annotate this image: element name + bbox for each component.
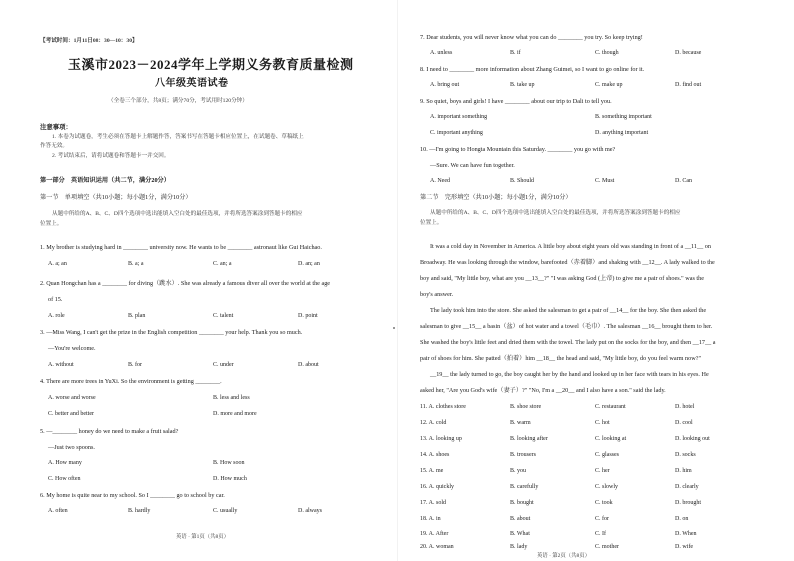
part1-heading: 第一部分 英语知识运用（共二节，满分20分） xyxy=(40,177,170,184)
question-2: 2. Quan Hongchan has a ________ for diving（跳水）. She was already a famous diver all over the world at the age xyxy=(40,280,331,287)
question-10: 10. —I'm going to Hongta Mountain this Saturday. ________ you go with me? xyxy=(420,146,616,153)
cloze-16-option-b: B. carefully xyxy=(510,484,539,490)
q7-option-d: D. because xyxy=(675,50,702,56)
q5-option-b: B. How soon xyxy=(213,460,245,466)
cloze-14-option-a: 14. A. shoes xyxy=(420,452,450,458)
question-10-reply: —Sure. We can have fun together. xyxy=(430,162,515,169)
cloze-12-option-d: D. cool xyxy=(675,420,693,426)
q5-option-d: D. How much xyxy=(213,476,247,482)
cloze-11-option-a: 11. A. clothes store xyxy=(420,404,466,410)
q3-option-c: C. under xyxy=(213,362,234,368)
q10-option-b: B. Should xyxy=(510,178,535,184)
passage-line-7: She washed the boy's little feet and dried them with the towel. The lady put on the socks for the boy, and then __17__ a xyxy=(420,339,716,346)
cloze-13-option-b: B. looking after xyxy=(510,436,548,442)
section1-heading: 第一节 单项填空（共10小题；每小题1分，满分10分） xyxy=(40,194,192,201)
passage-line-5: The lady took him into the store. She asked the salesman to get a pair of __14__ for the boy. She then asked the xyxy=(430,307,707,314)
q6-option-b: B. hardly xyxy=(128,508,151,514)
q10-option-d: D. Can xyxy=(675,178,692,184)
passage-line-9: __19__ the lady turned to go, the boy caught her by the hand and looked up in her face with tears in his eyes. He xyxy=(430,371,709,378)
cloze-12-option-b: B. warm xyxy=(510,420,531,426)
notice-2: 2. 考试结束后，请将试题卷和答题卡一并交回。 xyxy=(52,153,170,159)
q9-option-b: B. something important xyxy=(595,114,652,120)
blank-14: 14 xyxy=(616,307,623,314)
cloze-18-option-a: 18. A. in xyxy=(420,516,441,522)
blank-20: 20 xyxy=(562,387,569,394)
cloze-17-option-d: D. brought xyxy=(675,500,701,506)
exam-time: 【考试时间：1月11日08：30—10：30】 xyxy=(40,38,138,44)
q7-option-b: B. if xyxy=(510,50,521,56)
cloze-20-option-c: C. mother xyxy=(595,544,619,550)
q10-option-c: C. Must xyxy=(595,178,615,184)
question-3-reply: —You're welcome. xyxy=(48,345,96,352)
passage-line-2: Broadway. He was looking through the window, barefooted（赤着脚）and shaking with __12__. A lady walked to the xyxy=(420,259,715,266)
cloze-15-option-c: C. her xyxy=(595,468,610,474)
section2-heading: 第二节 完形填空（共10小题；每小题1分，满分10分） xyxy=(420,194,572,201)
q6-option-c: C. usually xyxy=(213,508,238,514)
cloze-17-option-a: 17. A. sold xyxy=(420,500,447,506)
passage-line-8: pair of shoes for him. She patted（拍着）him __18__ the head and said, "My little boy, do you feel warm now?" xyxy=(420,355,701,362)
question-1: 1. My brother is studying hard in ________ university now. He wants to be ________ astronaut like Gui Haichao. xyxy=(40,244,322,251)
cloze-15-option-d: D. him xyxy=(675,468,692,474)
question-8: 8. I need to ________ more information about Zhang Guimei, so I want to go online for it. xyxy=(420,66,645,73)
passage-line-10: asked her, "Are you God's wife（妻子）?" "No, I'm a __20__ and I also have a son." said the lady. xyxy=(420,387,666,394)
q6-option-a: A. often xyxy=(48,508,68,514)
cloze-16-option-d: D. clearly xyxy=(675,484,699,490)
q2-option-a: A. role xyxy=(48,313,65,319)
q10-option-a: A. Need xyxy=(430,178,450,184)
question-5-reply: —Just two spoons. xyxy=(48,444,95,451)
q9-option-c: C. important anything xyxy=(430,130,483,136)
q8-option-c: C. make up xyxy=(595,82,623,88)
page-2 xyxy=(397,0,794,561)
question-4: 4. There are more trees in YuXi. So the environment is getting ________. xyxy=(40,378,222,385)
cloze-19-option-b: B. What xyxy=(510,531,530,537)
q5-option-c: C. How often xyxy=(48,476,81,482)
cloze-18-option-d: D. on xyxy=(675,516,689,522)
passage-line-4: boy's answer. xyxy=(420,291,454,298)
cloze-20-option-d: D. wife xyxy=(675,544,693,550)
cloze-13-option-d: D. looking out xyxy=(675,436,710,442)
blank-15: 15 xyxy=(468,323,476,330)
q2-option-d: D. point xyxy=(298,313,318,319)
q1-option-d: D. an; an xyxy=(298,261,320,267)
cloze-19-option-a: 19. A. After xyxy=(420,531,449,537)
page-2-footer: 英语 · 第2页（共8页） xyxy=(537,553,591,559)
cloze-11-option-b: B. shoe store xyxy=(510,404,542,410)
q5-option-a: A. How many xyxy=(48,460,82,466)
cloze-19-option-d: D. When xyxy=(675,531,697,537)
question-2-cont: of 15. xyxy=(48,296,63,303)
notice-1: 1. 本卷为试题卷，考生必须在答题卡上解题作答，答案书写在答题卡相应位置上，在试题卷、草稿纸上 xyxy=(52,134,304,140)
passage-line-6: salesman to give __15__ a basin（盆）of hot water and a towel（毛巾）. The salesman __16__ brought them to her. xyxy=(420,323,713,330)
margin-mark xyxy=(393,327,395,329)
cloze-13-option-a: 13. A. looking up xyxy=(420,436,462,442)
cloze-14-option-d: D. socks xyxy=(675,452,696,458)
q3-option-d: D. about xyxy=(298,362,319,368)
cloze-18-option-b: B. about xyxy=(510,516,531,522)
blank-13: 13 xyxy=(531,275,538,282)
q6-option-d: D. always xyxy=(298,508,322,514)
blank-17: 17 xyxy=(698,339,705,346)
cloze-19-option-c: C. If xyxy=(595,531,606,537)
cloze-20-option-b: B. lady xyxy=(510,544,528,550)
cloze-18-option-c: C. for xyxy=(595,516,609,522)
cloze-16-option-a: 16. A. quickly xyxy=(420,484,454,490)
cloze-14-option-c: C. glasses xyxy=(595,452,619,458)
q1-option-c: C. an; a xyxy=(213,261,232,267)
exam-subtitle: 八年级英语试卷 xyxy=(155,78,229,89)
q9-option-a: A. important something xyxy=(430,114,488,120)
question-5: 5. —________ honey do we need to make a fruit salad? xyxy=(40,428,179,435)
blank-16: 16 xyxy=(648,323,655,330)
cloze-11-option-d: D. hotel xyxy=(675,404,695,410)
blank-12: 12 xyxy=(648,259,655,266)
q8-option-b: B. take up xyxy=(510,82,535,88)
cloze-14-option-b: B. trousers xyxy=(510,452,536,458)
question-9: 9. So quiet, boys and girls! I have ________ about our trip to Dali to tell you. xyxy=(420,98,612,105)
section1-instruction-cont: 位置上。 xyxy=(40,221,63,227)
q1-option-a: A. a; an xyxy=(48,261,67,267)
section2-instruction: 从题中所给的A、B、C、D四个选项中选出能填入空白处的最佳选项，并将所选答案涂到答题卡的相应 xyxy=(430,210,681,216)
blank-18: 18 xyxy=(542,355,549,362)
question-7: 7. Dear students, you will never know what you can do ________ you try. So keep trying! xyxy=(420,34,643,41)
q7-option-a: A. unless xyxy=(430,50,453,56)
q2-option-b: B. plan xyxy=(128,313,146,319)
cloze-17-option-b: B. bought xyxy=(510,500,534,506)
question-6: 6. My home is quite near to my school. So I ________ go to school by car. xyxy=(40,492,225,499)
page-1-footer: 英语 · 第1页（共8页） xyxy=(176,534,230,540)
cloze-15-option-b: B. you xyxy=(510,468,527,474)
q3-option-a: A. without xyxy=(48,362,74,368)
blank-19: 19 xyxy=(436,371,443,378)
blank-11: 11 xyxy=(691,243,697,250)
section2-instruction-cont: 位置上。 xyxy=(420,220,443,226)
section1-instruction: 从题中所给的A、B、C、D四个选项中选出能填入空白处的最佳选项，并将所选答案涂到答题卡的相应 xyxy=(52,211,303,217)
q1-option-b: B. a; a xyxy=(128,261,144,267)
q4-option-a: A. worse and worse xyxy=(48,395,96,401)
passage-line-1: It was a cold day in November in America. A little boy about eight years old was standing in front of a __11__ on xyxy=(430,243,711,250)
notice-heading: 注意事项： xyxy=(40,124,72,131)
q2-option-c: C. talent xyxy=(213,313,234,319)
q4-option-d: D. more and more xyxy=(213,411,257,417)
notice-1-cont: 作答无效。 xyxy=(40,143,68,149)
cloze-12-option-c: C. hot xyxy=(595,420,610,426)
question-3: 3. —Miss Wang, I can't get the prize in the English competition ________ your help. Thank you so much. xyxy=(40,329,303,336)
exam-scope: （全卷三个部分，共8页；满分70分，考试用时120分钟） xyxy=(108,98,248,104)
exam-title: 玉溪市2023－2024学年上学期义务教育质量检测 xyxy=(68,57,354,72)
q3-option-b: B. for xyxy=(128,362,142,368)
q9-option-d: D. anything important xyxy=(595,130,649,136)
q8-option-d: D. find out xyxy=(675,82,702,88)
q4-option-b: B. less and less xyxy=(213,395,250,401)
cloze-15-option-a: 15. A. me xyxy=(420,468,444,474)
cloze-12-option-a: 12. A. cold xyxy=(420,420,447,426)
q7-option-c: C. though xyxy=(595,50,619,56)
cloze-13-option-c: C. looking at xyxy=(595,436,627,442)
q8-option-a: A. bring out xyxy=(430,82,460,88)
cloze-17-option-c: C. took xyxy=(595,500,613,506)
cloze-11-option-c: C. restaurant xyxy=(595,404,626,410)
passage-line-3: boy and said, "My little boy, what are you __13__?" "I was asking God (上帝) to give me a pair of shoes." was the xyxy=(420,275,704,282)
cloze-16-option-c: C. slowly xyxy=(595,484,619,490)
q4-option-c: C. better and better xyxy=(48,411,94,417)
cloze-20-option-a: 20. A. woman xyxy=(420,544,454,550)
